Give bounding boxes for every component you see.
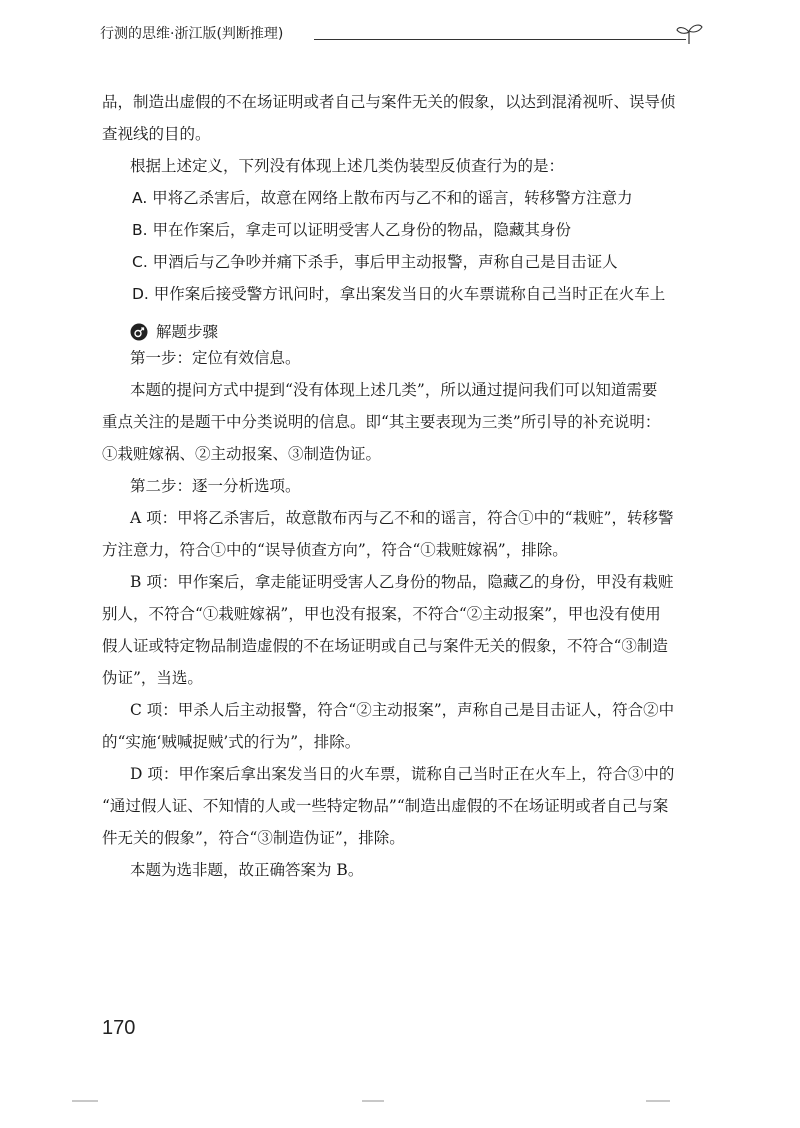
analysis-a-line-2: 方注意力，符合①中的“误导侦查方向”，符合“①栽赃嫁祸”，排除。	[102, 541, 568, 559]
header-title: 行测的思维·浙江版(判断推理)	[100, 26, 284, 42]
sprout-icon	[674, 22, 704, 46]
analysis-b-line-1: B 项：甲作案后，拿走能证明受害人乙身份的物品，隐藏乙的身份，甲没有栽赃	[130, 573, 674, 591]
scan-speck	[72, 1100, 98, 1102]
running-header	[100, 22, 710, 52]
page-number: 170	[102, 1017, 136, 1039]
step2-title: 第二步：逐一分析选项。	[130, 477, 301, 495]
steps-heading-text: 解题步骤	[156, 323, 219, 341]
option-a: A. 甲将乙杀害后，故意在网络上散布丙与乙不和的谣言，转移警方注意力	[132, 189, 633, 207]
option-d: D. 甲作案后接受警方讯问时，拿出案发当日的火车票谎称自己当时正在火车上	[132, 285, 666, 303]
step1-body-line-3: ①栽赃嫁祸、②主动报案、③制造伪证。	[102, 445, 382, 463]
scan-speck	[362, 1100, 384, 1102]
analysis-b-line-4: 伪证”，当选。	[102, 669, 203, 687]
scan-speck	[646, 1100, 670, 1102]
page-body	[102, 92, 702, 892]
option-b: B. 甲在作案后，拿走可以证明受害人乙身份的物品，隐藏其身份	[132, 221, 571, 239]
analysis-b-line-2: 别人，不符合“①栽赃嫁祸”，甲也没有报案，不符合“②主动报案”，甲也没有使用	[102, 605, 661, 623]
question-stem: 根据上述定义，下列没有体现上述几类伪装型反侦查行为的是：	[130, 157, 565, 175]
analysis-d-line-1: D 项：甲作案后拿出案发当日的火车票，谎称自己当时正在火车上，符合③中的	[130, 765, 675, 783]
analysis-c-line-1: C 项：甲杀人后主动报警，符合“②主动报案”，声称自己是目击证人，符合②中	[130, 701, 675, 719]
step1-title: 第一步：定位有效信息。	[130, 349, 301, 367]
analysis-d-line-3: 件无关的假象”，符合“③制造伪证”，排除。	[102, 829, 405, 847]
intro-line-2: 查视线的目的。	[102, 125, 211, 143]
step1-body-line-2: 重点关注的是题干中分类说明的信息。即“其主要表现为三类”所引导的补充说明：	[102, 413, 661, 431]
steps-icon	[130, 323, 148, 341]
analysis-b-line-3: 假人证或特定物品制造虚假的不在场证明或自己与案件无关的假象，不符合“③制造	[102, 637, 668, 655]
analysis-d-line-2: “通过假人证、不知情的人或一些特定物品”“制造出虚假的不在场证明或者自己与案	[102, 797, 669, 815]
option-c: C. 甲酒后与乙争吵并痛下杀手，事后甲主动报警，声称自己是目击证人	[132, 253, 618, 271]
steps-heading	[102, 316, 702, 348]
header-rule	[314, 39, 686, 40]
conclusion: 本题为选非题，故正确答案为 B。	[130, 861, 364, 879]
intro-line-1: 品，制造出虚假的不在场证明或者自己与案件无关的假象，以达到混淆视听、误导侦	[102, 93, 676, 111]
analysis-c-line-2: 的“实施‘贼喊捉贼’式的行为”，排除。	[102, 733, 361, 751]
step1-body-line-1: 本题的提问方式中提到“没有体现上述几类”，所以通过提问我们可以知道需要	[130, 381, 658, 399]
analysis-a-line-1: A 项：甲将乙杀害后，故意散布丙与乙不和的谣言，符合①中的“栽赃”，转移警	[130, 509, 674, 527]
